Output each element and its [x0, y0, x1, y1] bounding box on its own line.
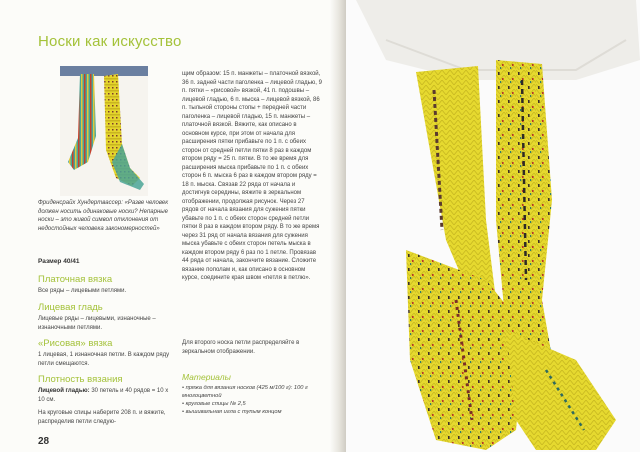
material-item: • пряжа для вязания носков (425 м/100 г): 100 г многоцветной	[182, 385, 308, 399]
socks-illustration-small	[60, 66, 148, 196]
section-text-seed: 1 лицевая, 1 изнаночная петли. В каждом ряду петли смещаются.	[38, 352, 170, 367]
mismatched-socks-photo	[60, 66, 148, 196]
intro-tail-text: На круговые спицы наберите 208 п. и вяжите, распределив петли следую-	[38, 410, 166, 425]
book-gutter	[330, 0, 346, 452]
section-heading-seed: «Рисовая» вязка	[38, 338, 113, 349]
page-title: Носки как искусство	[38, 33, 182, 50]
yellow-socks-photo	[346, 0, 640, 452]
page-number: 28	[38, 436, 50, 447]
section-heading-garter: Платочная вязка	[38, 274, 113, 285]
gauge-label: Лицевой гладью:	[38, 388, 90, 394]
section-heading-stockinette: Лицевая гладь	[38, 302, 103, 313]
gauge-value: 30 петель и 40 рядов = 10 x 10 см.	[38, 388, 169, 403]
material-item: • вышивальная игла с тупым концом	[182, 409, 282, 415]
instructions-second-sock: Для второго носка петли распределяйте в зеркальном отображении.	[182, 340, 300, 355]
section-text-stockinette: Лицевые ряды – лицевыми, изнаночные – изнаночными петлями.	[38, 316, 156, 331]
socks-illustration-large	[346, 0, 640, 452]
section-heading-gauge: Плотность вязания	[38, 374, 123, 385]
section-text-gauge	[38, 387, 173, 404]
photo-caption: Фриденсрайх Хундертвассер: «Разве человек должен носить одинаковые носки? Непарные носки – это живой символ отклонения от недостойных человека закономерностей»	[38, 200, 169, 232]
materials-heading: Материалы	[182, 372, 231, 382]
material-item: • круговые спицы № 2,5	[182, 401, 246, 407]
size-info: Размер 40/41	[38, 258, 80, 265]
instructions-column: щим образом: 15 п. манжеты – платочной вязкой, 36 п. задней части паголенка – лицевой гладью, 9 п. пятки – «рисовой» вязкой, 41 п. подошвы – лицевой гладью, 6 п. мыска – лицевой вязкой, 86 п. тыльной стороны стопы + передней части паголенка – лицевой гладью, 15 п. манжеты – платочной вязкой. Вяжите, как описано в основном курсе, при этом от начала для расширения пятки прибавьте по 1 п. с обеих сторон от средней петли пятки 8 раз в каждом втором ряду = 25 п. пятки. В то же время для расширения мыска прибавьте по 1 п. с обеих сторон 6 п. мыска 6 раз в каждом втором ряду = 18 п. мыска. Связав 22 ряда от начала и достигнув середины, вяжите в зеркальном отображении, продолжая рисунок. Через 27 рядов от начала вязания для сужения пятки убавьте по 1 п. с обеих сторон средней петли пятки 8 раз в каждом втором ряду. В то же время через 31 ряд от начала вязания для сужения мыска убавьте с обеих сторон петель мыска в каждом втором ряду 6 раз по 1 петле. Провязав 44 ряда от начала, закончите вязание. Сложите вязание пополам и, как описано в основном курсе, соедините края швом «петля в петлю».	[182, 71, 322, 281]
materials-list	[182, 384, 332, 416]
section-text-garter: Все ряды – лицевыми петлями.	[38, 288, 127, 294]
